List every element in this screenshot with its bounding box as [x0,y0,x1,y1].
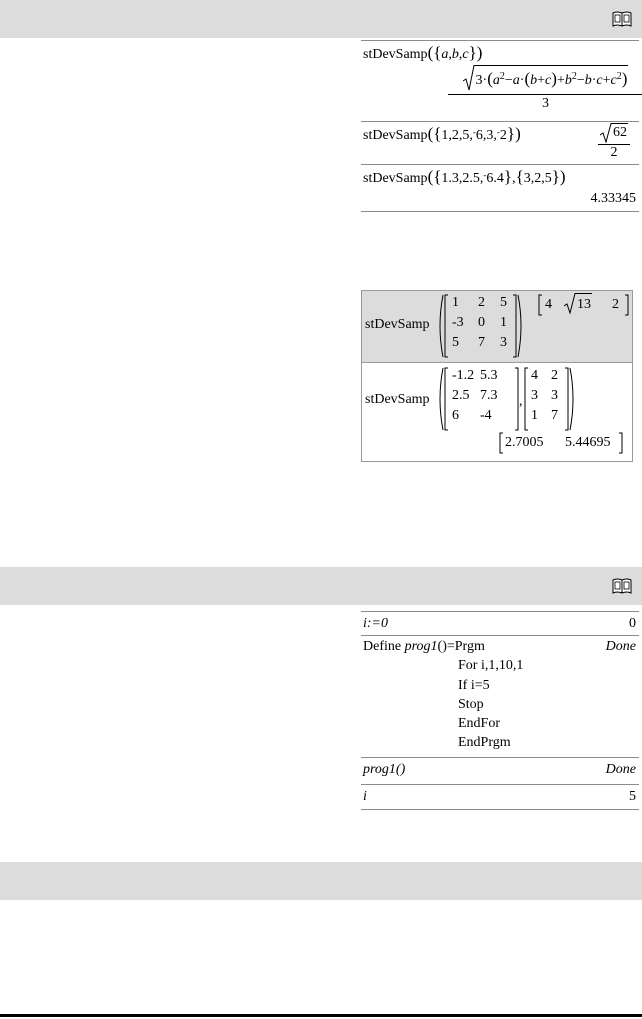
result-bracket-right [618,432,623,454]
program-line: If i=5 [458,678,490,693]
matrix-cell: 7 [551,408,558,423]
result-bracket-left [538,294,543,316]
matrix-cell: -3 [452,315,464,330]
matrix-cell: 7 [478,335,485,350]
matrix-cell: -4 [480,408,492,423]
section-header-bar-2 [0,567,642,605]
calc-input: stDevSamp({1.3,2.5,-6.4},{3,2,5}) [363,167,566,186]
calc-input: stDevSamp({1,2,5,-6,3,-2}) [363,124,521,143]
calc-result: 5 [629,789,636,804]
matrix-1 [450,295,520,355]
matrix-2b [529,368,569,428]
calc-result-fraction: $3\cdot(a^2-a\cdot(b+c)+b^2-b\cdot c+c^2)$ 3 [448,65,642,112]
function-name: stDevSamp [365,317,430,332]
calc-row [361,785,639,810]
calc-input: Define prog1()=Prgm [363,639,485,654]
matrix-cell: 1 [452,295,459,310]
matrix-cell: 3 [551,388,558,403]
matrix-cell: 7.3 [480,388,498,403]
matrix-cell: 3 [500,335,507,350]
matrix-cell: 4 [531,368,538,383]
matrix-row-highlighted [362,291,632,363]
calc-result: 4.33345 [590,191,636,206]
stdev-matrix-example [361,290,633,462]
function-name: stDevSamp [365,392,430,407]
program-line: For i,1,10,1 [458,658,524,673]
result-value: 13 [576,293,592,313]
matrix-cell: 5.3 [480,368,498,383]
matrix-cell: 0 [478,315,485,330]
denominator: 2 [598,144,630,161]
matrix-cell: 2 [478,295,485,310]
calc-result: Done [605,762,636,777]
program-line: EndFor [458,716,500,731]
calc-row [361,122,639,165]
result-sqrt [564,293,592,314]
catalog-book-icon [612,577,632,595]
result-value: 2.7005 [505,435,544,450]
matrix-cell: 3 [531,388,538,403]
section-header-bar-3 [0,862,642,900]
matrix-bracket-left [444,294,449,358]
result-bracket-right [624,294,629,316]
numerator: 62 [613,125,627,140]
denominator: 3 [448,94,642,112]
calc-input: i [363,789,367,804]
page-bottom-rule [0,1014,642,1017]
result-value: 4 [545,297,552,312]
matrix-cell: 5 [452,335,459,350]
program-line: EndPrgm [458,735,511,750]
result-value: 2 [612,297,619,312]
stop-example [361,611,639,810]
matrix-bracket-left [444,367,449,431]
matrix-cell: 2.5 [452,388,470,403]
calc-result: Done [605,639,636,654]
matrix-2a [450,368,520,428]
stdev-list-example [361,40,639,212]
matrix-cell: -1.2 [452,368,475,383]
calc-input: stDevSamp({a,b,c}) [363,43,483,62]
paren-open [436,294,444,358]
calc-row [361,636,639,758]
matrix-cell: 2 [551,368,558,383]
matrix-cell: 6 [452,408,459,423]
matrix-cell: 1 [500,315,507,330]
program-line: Stop [458,697,484,712]
matrix-cell: 5 [500,295,507,310]
calc-input: prog1() [363,762,406,777]
paren-close [517,294,525,358]
matrix-row [362,364,632,461]
matrix-cell: 1 [531,408,538,423]
section-header-bar-1 [0,0,642,38]
calc-result: 0 [629,616,636,631]
calc-row [361,611,639,636]
catalog-book-icon [612,10,632,28]
result-value: 5.44695 [565,435,611,450]
result-bracket-left [499,432,504,454]
paren-open [436,367,444,431]
calc-input: i:=0 [363,616,388,631]
calc-row [361,40,639,122]
paren-close [569,367,577,431]
calc-row [361,758,639,785]
calc-result-fraction [598,123,630,161]
comma: , [519,394,523,409]
calc-row [361,165,639,212]
